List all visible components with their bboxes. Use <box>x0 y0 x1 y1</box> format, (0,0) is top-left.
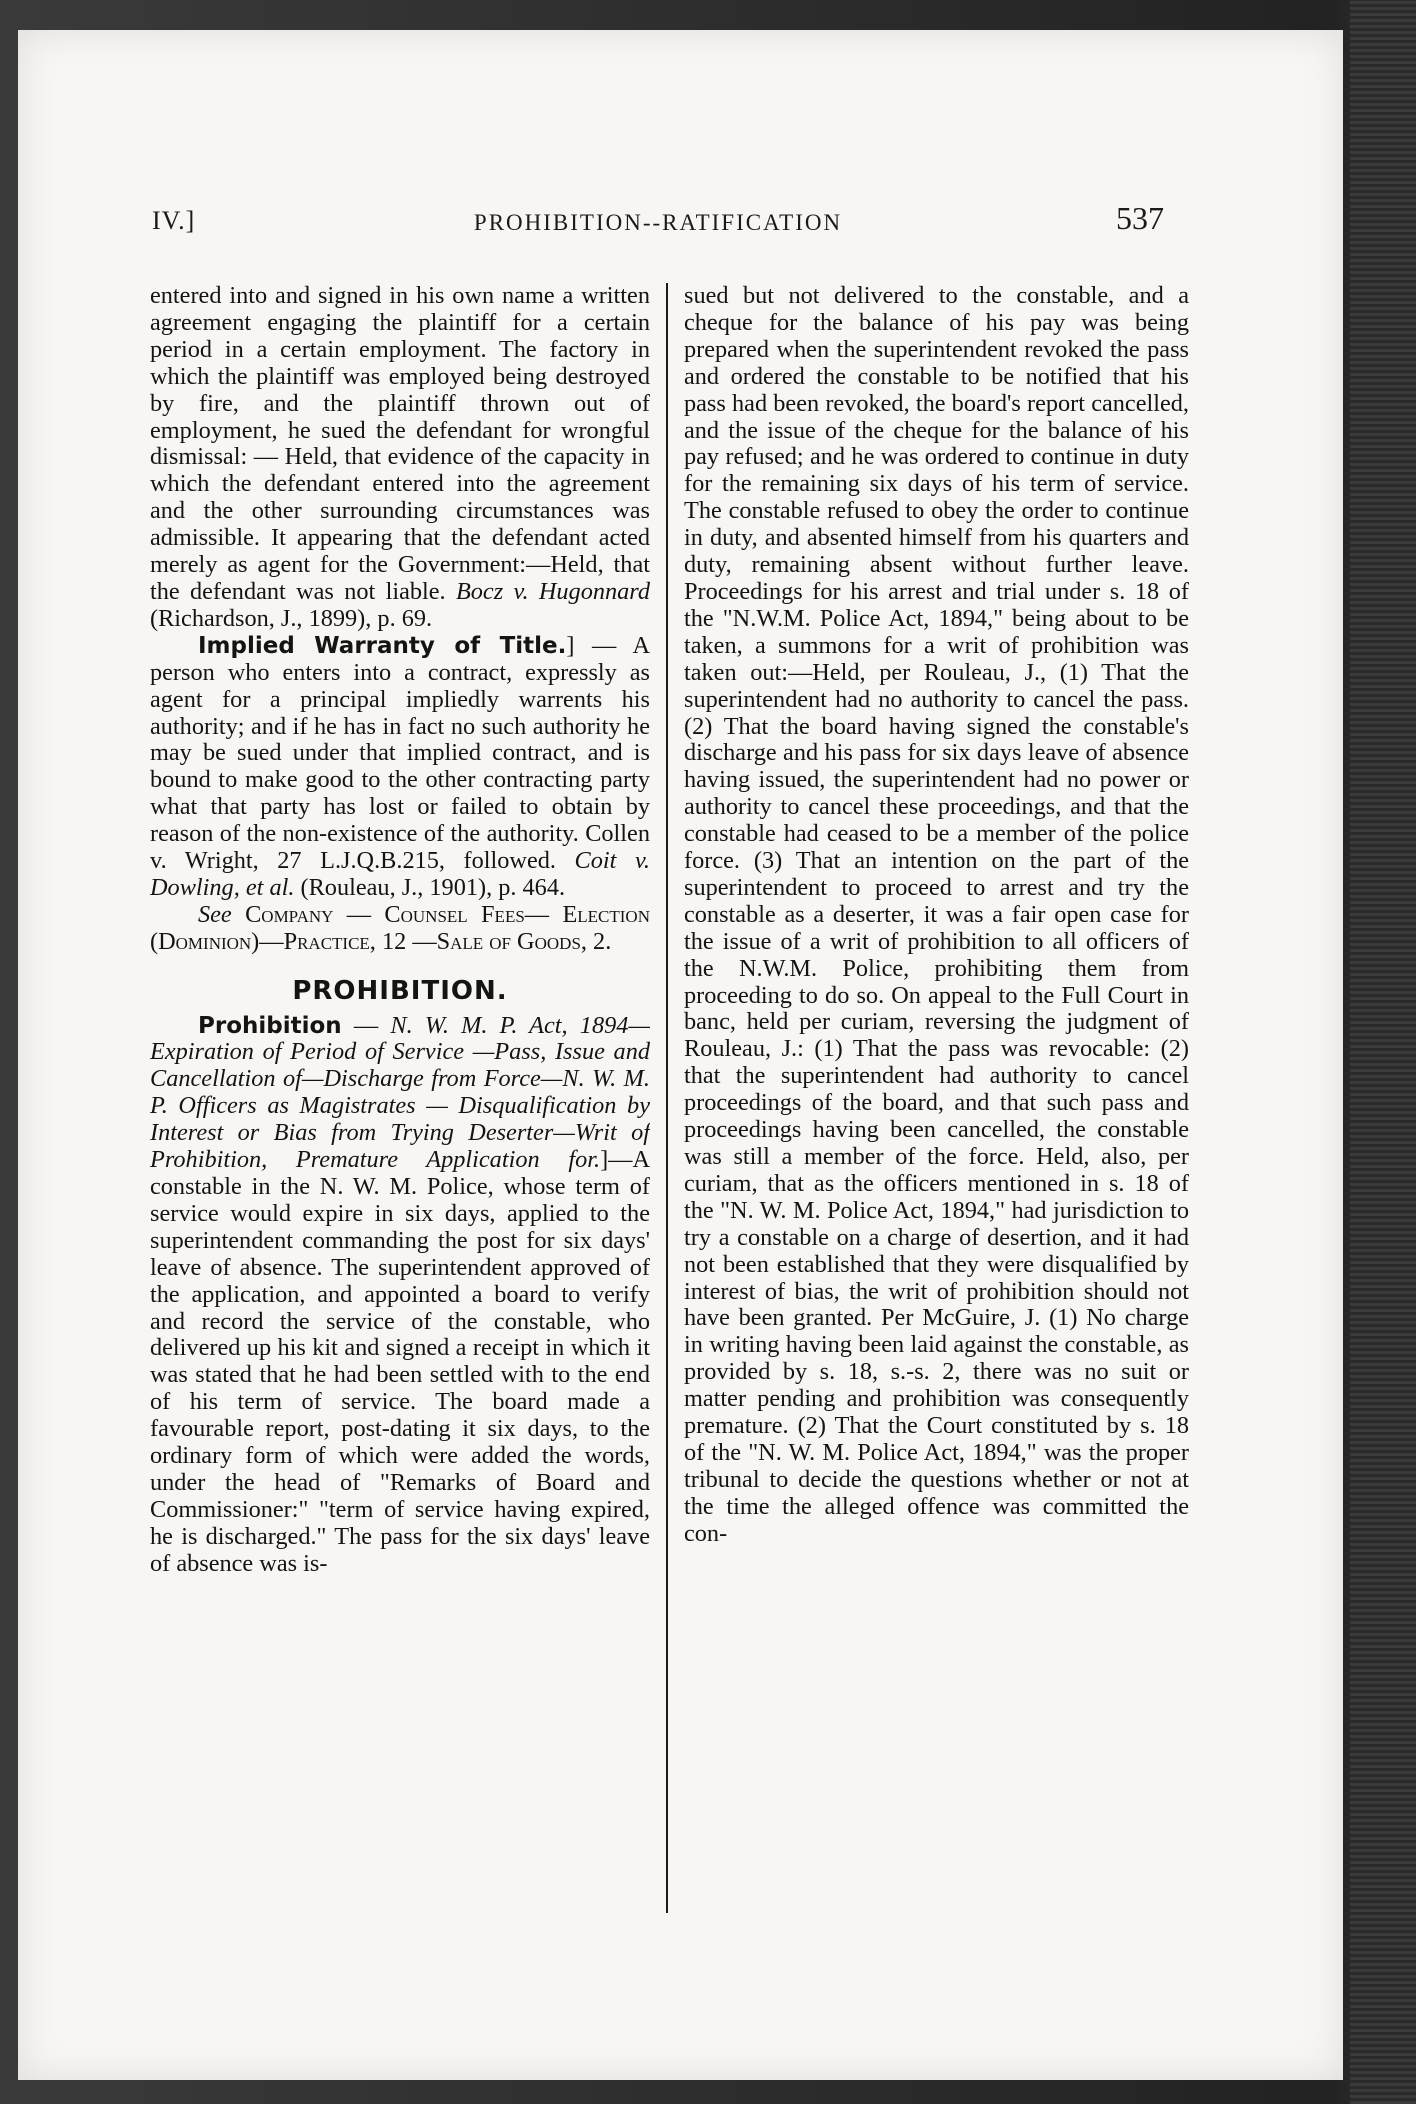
running-header <box>152 200 1164 240</box>
citation-detail: (Richardson, J., 1899), p. 69. <box>150 604 433 632</box>
paragraph-implied-warranty <box>150 633 650 902</box>
paragraph-text: entered into and signed in his own name a written agreement engaging the plaintiff for a certain period in a certain employment. The factory in which the plaintiff was employed being destroyed by fire, and the plaintiff thrown out of employment, he sued the defendant for wrongful dismissal: — Held, that evidence of the capacity in which the defendant entered into the agreement and the other surrounding circumstances was admissible. It appearing that the defendant acted merely as agent for the Government:—Held, that the defendant was not liable. <box>150 283 650 605</box>
running-title: PROHIBITION--RATIFICATION <box>473 210 843 235</box>
section-title: PROHIBITION. <box>292 975 508 1006</box>
see-label: See <box>198 900 232 928</box>
cross-reference <box>150 902 650 956</box>
page-number: 537 <box>1116 200 1164 236</box>
book-spine-edge <box>1350 0 1416 2104</box>
paragraph-agency-capacity <box>150 283 650 633</box>
paragraph-text: ]—A constable in the N. W. M. Police, whose term of service would expire in six days, applied to the superintendent commanding the post for six days' leave of absence. The superintendent approved of the application, and appointed a board to verify and record the service of the constable, who delivered up his kit and signed a receipt in which it was stated that he had been settled with to the end of his term of service. The board made a favourable report, post-dating it six days, to the ordinary form of which were added the words, under the head of "Remarks of Board and Commissioner:" "term of service having expired, he is discharged." The pass for the six days' leave of absence was is- <box>150 1146 650 1577</box>
chapter-marker: IV.] <box>152 206 196 235</box>
heading-separator: — <box>341 1011 391 1039</box>
case-citation: Coit v. Dowling, et al. <box>150 847 650 901</box>
paragraph-prohibition <box>150 1013 650 1578</box>
paragraph-text: ] — A person who enters into a contract, expressly as agent for a principal impliedly warrents his authority; and if he has in fact no such authority he may be sued under that implied contract, and is bound to make good to the other contracting party what that party has lost or failed to obtain by reason of the non-existence of the authority. Collen v. Wright, 27 L.J.Q.B.215, followed. <box>150 631 650 875</box>
cross-reference-text: Company — Counsel Fees— Election (Dominion)—Practice, 12 —Sale of Goods, 2. <box>150 900 650 955</box>
case-citation: Bocz v. Hugonnard <box>455 577 650 605</box>
paragraph-continuation: sued but not delivered to the constable, and a cheque for the balance of his pay was being prepared when the superintendent revoked the pass and ordered the constable to be notified that his pass had been revoked, the board's report cancelled, and the issue of the cheque for the balance of his pay refused; and he was ordered to continue in duty for the remaining six days of his term of service. The constable refused to obey the order to continue in duty, and absented himself from his quarters and duty, remaining absent without further leave. Proceedings for his arrest and trial under s. 18 of the "N.W.M. Police Act, 1894," being about to be taken, a summons for a writ of prohibition was taken out:—Held, per Rouleau, J., (1) That the superintendent had no authority to cancel the pass. (2) That the board having signed the constable's discharge and his pass for six days leave of absence having issued, the superintendent had no power or authority to cancel these proceedings, and that the constable had ceased to be a member of the police force. (3) That an intention on the part of the superintendent to proceed to arrest and try the constable as a deserter, it was a fair open case for the issue of a writ of prohibition to all officers of the N.W.M. Police, prohibiting them from proceeding to do so. On appeal to the Full Court in banc, held per curiam, reversing the judgment of Rouleau, J.: (1) That the pass was revocable: (2) that the superintendent had authority to cancel proceedings of the board, and that such pass and proceedings having been cancelled, the constable was still a member of the force. Held, also, per curiam, that as the officers mentioned in s. 18 of the "N. W. M. Police Act, 1894," had jurisdiction to try a constable on a charge of desertion, and it had not been established that they were disqualified by interest of bias, the writ of prohibition should not have been granted. Per McGuire, J. (1) No charge in writing having been laid against the constable, as provided by s. 18, s.-s. 2, there was no suit or matter pending and prohibition was consequently premature. (2) That the Court constituted by s. 18 of the "N. W. M. Police Act, 1894," was the proper tribunal to decide the questions whether or not at the time the alleged offence was committed the con- <box>684 283 1189 1547</box>
paragraph-heading: Prohibition <box>198 1012 342 1039</box>
right-column <box>684 283 1189 1943</box>
column-divider <box>666 283 668 1913</box>
citation-detail: (Rouleau, J., 1901), p. 464. <box>294 873 566 901</box>
paragraph-heading: Implied Warranty of Title. <box>198 632 567 659</box>
left-column <box>150 283 650 1943</box>
headnote-italic: N. W. M. P. Act, 1894—Expiration of Period of Service —Pass, Issue and Cancellation of—Discharge from Force—N. W. M. P. Officers as Magistrates — Disqualification by Interest or Bias from Trying Deserter—Writ of Prohibition, Premature Application for. <box>150 1011 650 1174</box>
